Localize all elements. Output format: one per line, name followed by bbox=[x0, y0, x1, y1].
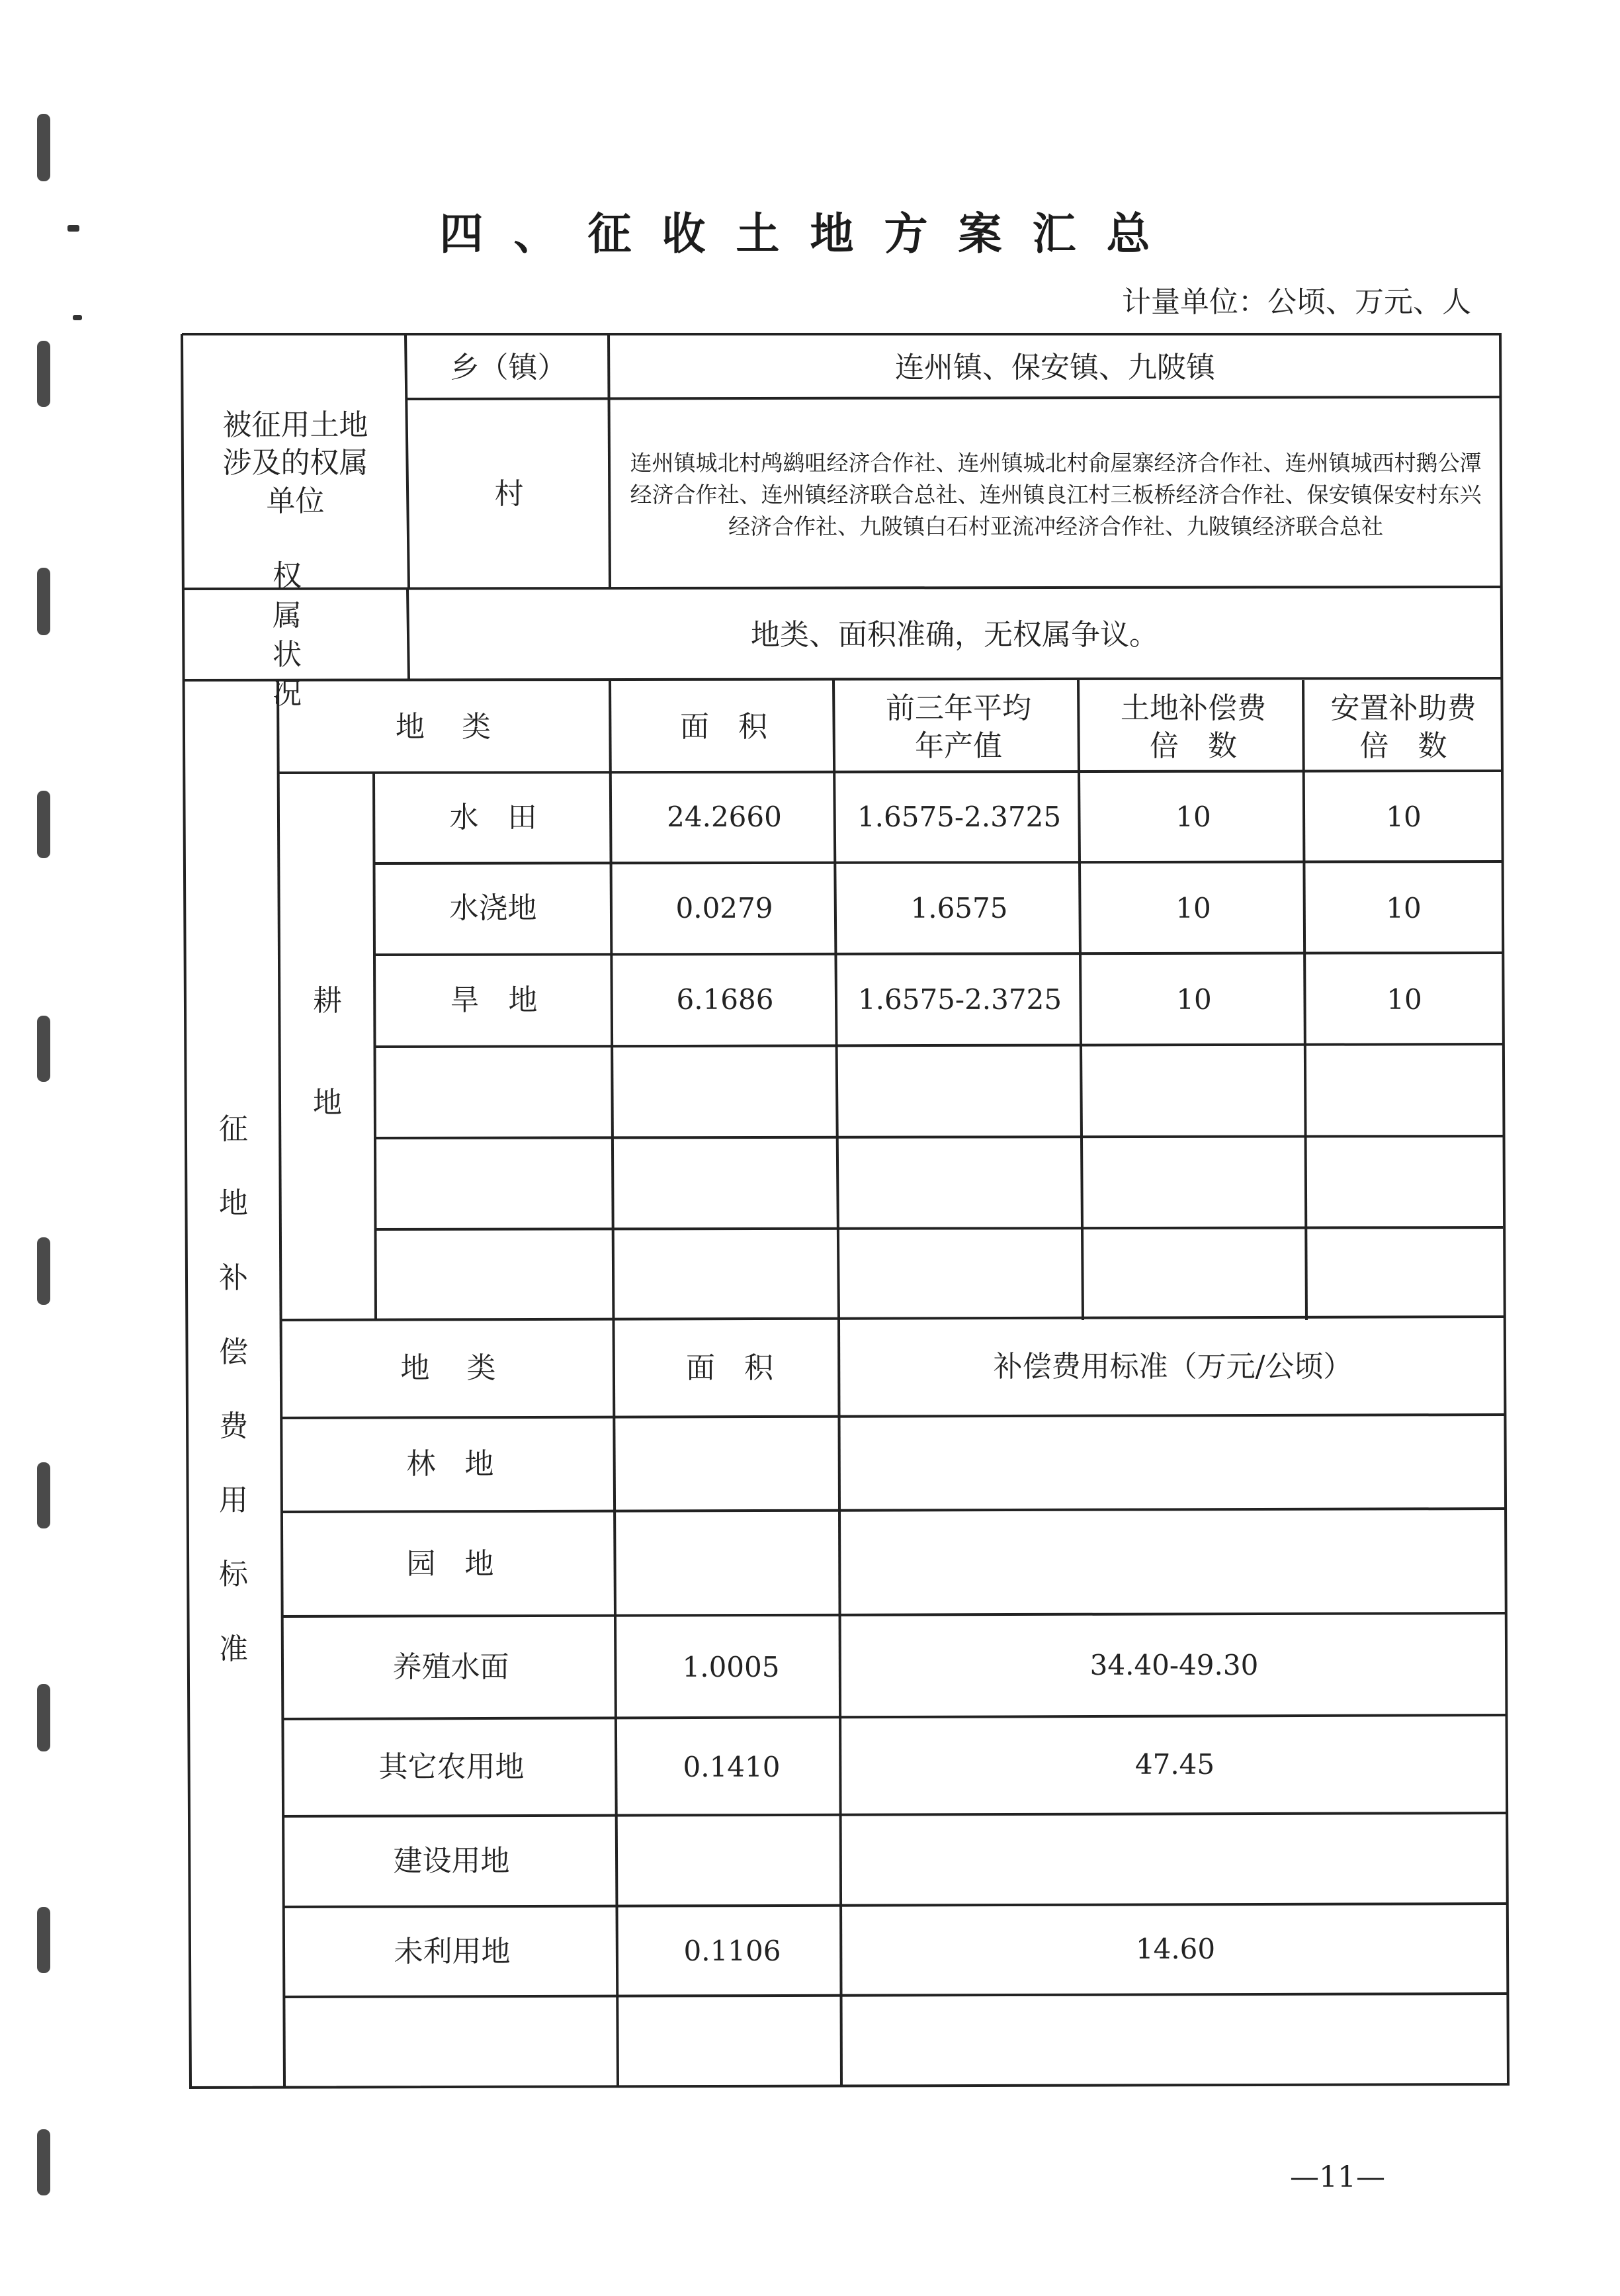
farmland-row-area: 6.1686 bbox=[676, 983, 774, 1016]
page-number: —11— bbox=[1290, 2160, 1385, 2194]
other-header-type: 地 类 bbox=[400, 1351, 500, 1386]
village-value: 连州镇城北村鸬鹚咀经济合作社、连州镇城北村俞屋寨经济合作社、连州镇城西村鹅公潭经济合作社、连州镇经济联合总社、连州镇良江村三板桥经济合作社、保安镇保安村东兴经济合作社、九陂镇白石村亚流冲经济合作社、九陂镇经济联合总社 bbox=[630, 450, 1482, 539]
farmland-row-land-multiple: 10 bbox=[1175, 801, 1211, 834]
compensation-section-text: 征地补偿费用标准 bbox=[219, 1112, 248, 1666]
other-row-type: 养殖水面 bbox=[392, 1650, 509, 1685]
farmland-header-area: 面 积 bbox=[680, 710, 767, 744]
farmland-header-land-multiple bbox=[1082, 682, 1305, 773]
farmland-row-resettle-multiple: 10 bbox=[1386, 891, 1422, 924]
farmland-header-type: 地 类 bbox=[396, 710, 495, 744]
farmland-row-land-multiple: 10 bbox=[1175, 891, 1211, 924]
village-label: 村 bbox=[494, 476, 524, 511]
other-row-standard bbox=[843, 1814, 1506, 1904]
farmland-header-land-multiple-text: 土地补偿费倍 数 bbox=[1121, 691, 1266, 763]
farmland-row-type: 水浇地 bbox=[449, 891, 537, 926]
farmland-row-output: 1.6575-2.3725 bbox=[857, 983, 1062, 1016]
farmland-group-label bbox=[301, 953, 354, 1151]
other-row-standard bbox=[842, 1510, 1505, 1614]
farmland-header-output-text: 前三年平均年产值 bbox=[886, 691, 1031, 763]
status-label-text: 权属状况 bbox=[273, 559, 320, 711]
page-title: 四、征收土地方案汇总 bbox=[439, 208, 1181, 259]
farmland-row-resettle-multiple: 10 bbox=[1386, 983, 1422, 1016]
other-row-type: 林 地 bbox=[406, 1447, 494, 1481]
farmland-row-land-multiple: 10 bbox=[1176, 983, 1212, 1016]
other-row-area: 0.1106 bbox=[683, 1935, 781, 1968]
other-row-area bbox=[621, 1816, 842, 1906]
other-row-area bbox=[620, 1512, 841, 1616]
other-row-standard: 47.45 bbox=[1134, 1747, 1215, 1781]
other-row-standard bbox=[841, 1416, 1504, 1509]
other-row-standard: 34.40-49.30 bbox=[1089, 1648, 1259, 1681]
farmland-header-resettle-multiple-text: 安置补助费倍 数 bbox=[1330, 691, 1476, 763]
farmland-row-type: 水 田 bbox=[449, 800, 537, 834]
other-row-type: 其它农用地 bbox=[378, 1750, 525, 1785]
farmland-header-resettle-multiple bbox=[1305, 682, 1502, 773]
farmland-row-output: 1.6575 bbox=[910, 891, 1008, 924]
township-label: 乡（镇） bbox=[450, 350, 567, 384]
other-row-standard: 14.60 bbox=[1135, 1933, 1216, 1966]
ownership-section-text: 被征用土地涉及的权属单位 bbox=[222, 408, 368, 518]
farmland-row-output: 1.6575-2.3725 bbox=[857, 801, 1062, 834]
status-value: 地类、面积准确，无权属争议。 bbox=[751, 618, 1158, 652]
other-row-type: 未利用地 bbox=[394, 1934, 511, 1968]
farmland-group-text: 耕地 bbox=[313, 984, 342, 1120]
status-label bbox=[185, 559, 407, 711]
other-row-area bbox=[619, 1418, 840, 1511]
other-row-area: 0.1410 bbox=[683, 1750, 781, 1783]
other-row-type: 园 地 bbox=[406, 1546, 494, 1581]
farmland-row-type: 旱 地 bbox=[450, 983, 538, 1017]
other-row-area: 1.0005 bbox=[682, 1650, 780, 1683]
other-header-area: 面 积 bbox=[686, 1351, 773, 1386]
farmland-row-area: 0.0279 bbox=[675, 891, 773, 924]
farmland-header-output bbox=[837, 682, 1080, 773]
farmland-row-area: 24.2660 bbox=[667, 801, 782, 834]
other-row-type: 建设用地 bbox=[393, 1844, 510, 1878]
ownership-section-label bbox=[185, 337, 405, 589]
unit-note: 计量单位：公顷、万元、人 bbox=[1122, 285, 1471, 319]
compensation-section-label bbox=[210, 1085, 257, 1694]
farmland-row-resettle-multiple: 10 bbox=[1386, 801, 1422, 834]
other-header-standard: 补偿费用标准（万元/公顷） bbox=[993, 1350, 1353, 1384]
township-value: 连州镇、保安镇、九陂镇 bbox=[895, 350, 1215, 384]
